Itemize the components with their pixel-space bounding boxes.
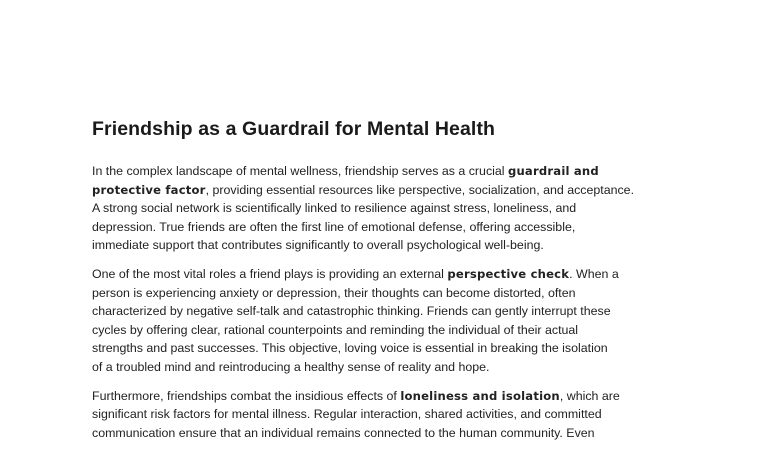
text-run: of a troubled mind and reintroducing a healthy sense of reality and hope. xyxy=(92,359,490,374)
bold-phrase: guardrail and xyxy=(507,164,599,178)
text-run: depression. True friends are often the first line of emotional defense, offering accessible, xyxy=(92,219,576,234)
text-line xyxy=(92,387,702,406)
text-line xyxy=(92,265,702,284)
bold-phrase: loneliness and isolation xyxy=(400,388,560,403)
paragraph-3 xyxy=(92,387,702,443)
text-line xyxy=(92,218,702,237)
text-run: person is experiencing anxiety or depression, their thoughts can become distorted, often xyxy=(92,285,576,300)
text-run: , which are xyxy=(559,388,620,403)
text-line xyxy=(92,162,702,181)
bold-phrase: protective factor xyxy=(92,182,206,197)
text-run: immediate support that contributes significantly to overall psychological well-being. xyxy=(92,238,544,253)
text-line xyxy=(92,236,702,255)
text-line xyxy=(92,302,702,321)
document-body xyxy=(92,162,702,442)
text-line xyxy=(92,321,702,340)
text-run: One of the most vital roles a friend plays is providing an external xyxy=(92,266,448,281)
text-run: A strong social network is scientifically linked to resilience against stress, loneliness, and xyxy=(92,201,577,216)
document-title: Friendship as a Guardrail for Mental Health xyxy=(92,118,496,140)
text-run: , providing essential resources like perspective, socialization, and acceptance. xyxy=(205,182,635,197)
text-line xyxy=(92,358,702,377)
text-run: In the complex landscape of mental wellness, friendship serves as a crucial xyxy=(92,164,508,178)
text-line xyxy=(92,284,702,303)
paragraph-1 xyxy=(92,162,702,255)
text-run: Furthermore, friendships combat the insidious effects of xyxy=(92,388,401,403)
text-line xyxy=(92,339,702,358)
text-run: communication ensure that an individual remains connected to the human community. Even xyxy=(92,425,595,440)
text-run: . When a xyxy=(569,266,619,281)
text-run: characterized by negative self-talk and catastrophic thinking. Friends can gently interrupt these xyxy=(92,304,611,319)
text-line xyxy=(92,424,702,443)
text-line xyxy=(92,181,702,200)
document-page xyxy=(92,116,702,452)
text-line xyxy=(92,199,702,218)
bold-phrase: perspective check xyxy=(447,266,570,281)
text-run: cycles by offering clear, rational counterpoints and reminding the individual of their actual xyxy=(92,322,579,337)
text-line xyxy=(92,405,702,424)
text-run: significant risk factors for mental illness. Regular interaction, shared activities, and committed xyxy=(92,407,602,422)
paragraph-2 xyxy=(92,265,702,377)
text-run: strengths and past successes. This objective, loving voice is essential in breaking the isolation xyxy=(92,341,608,356)
